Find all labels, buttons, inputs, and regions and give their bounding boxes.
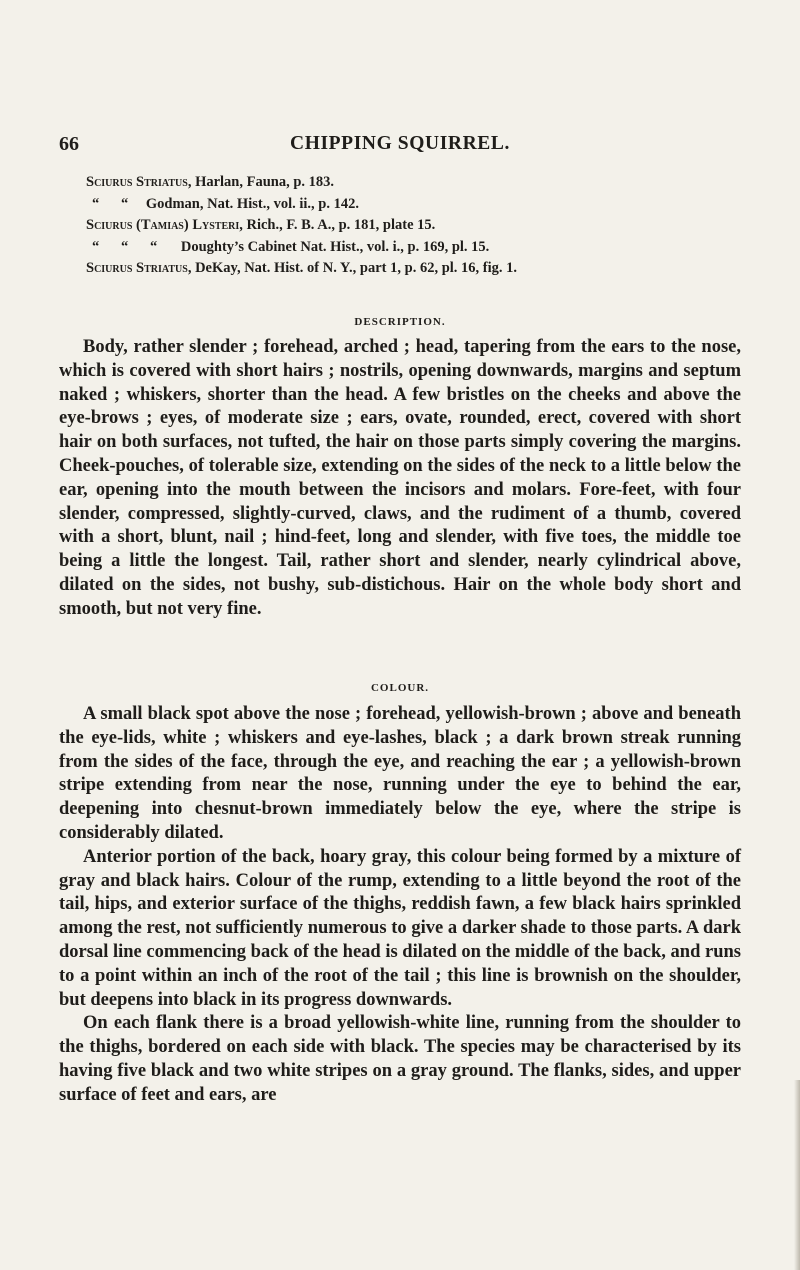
description-heading: DESCRIPTION. (354, 316, 446, 328)
citation: , Rich., F. B. A., p. 181, plate 15. (239, 217, 436, 233)
synonymy-entry (86, 215, 746, 237)
colour-paragraph: A small black spot above the nose ; forehead, yellowish-brown ; above and beneath the eye-lids, white ; whiskers and eye-lashes, black ; a dark brown streak running from the sides of the face, through the eye, and reaching the ear ; a yellowish-brown stripe extending from near the nose, running under the eye to behind the ear, deepening into chesnut-brown immediately below the eye, where the stripe is considerably dilated. (59, 704, 741, 843)
citation: , DeKay, Nat. Hist. of N. Y., part 1, p. 62, pl. 16, fig. 1. (187, 260, 518, 276)
synonymy-entry (86, 194, 746, 216)
genus: Sciurus (86, 260, 133, 276)
species: Striatus (136, 174, 188, 190)
colour-paragraph: Anterior portion of the back, hoary gray, this colour being formed by a mixture of gray and black hairs. Colour of the rump, extending to a little beyond the root of the tail, hips, and exterior surface of the thighs, reddish fawn, a few black hairs sprinkled among the rest, not sufficiently numerous to give a darker shade to those parts. A dark dorsal line commencing back of the head is dilated on the middle of the back, and runs to a point within an inch of the root of the tail ; this line is brownish on the shoulder, but deepens into black in its progress downwards. (59, 846, 741, 1010)
citation: Doughty’s Cabinet Nat. Hist., vol. i., p. 169, pl. 15. (180, 238, 490, 255)
running-head (59, 133, 741, 159)
genus: Sciurus (86, 174, 133, 190)
species: (Tamias) Lysteri (136, 217, 240, 233)
description-text (59, 336, 741, 622)
synonymy-entry (86, 237, 746, 259)
synonymy-list (86, 172, 746, 280)
synonymy-entry (86, 172, 746, 194)
running-title: CHIPPING SQUIRREL. (290, 133, 510, 154)
species: Striatus (136, 260, 188, 276)
page-edge-shadow (794, 1080, 800, 1270)
ditto-marks: “ “ (92, 195, 129, 212)
colour-paragraph: On each flank there is a broad yellowish-white line, running from the shoulder to the thighs, bordered on each side with black. The species may be characterised by its having five black and two white stripes on a gray ground. The flanks, sides, and upper surface of feet and ears, are (59, 1013, 741, 1105)
citation: Godman, Nat. Hist., vol. ii., p. 142. (145, 195, 359, 212)
genus: Sciurus (86, 217, 133, 233)
colour-heading: COLOUR. (370, 682, 430, 694)
page-number: 66 (59, 133, 79, 155)
colour-text (59, 703, 741, 1108)
ditto-marks: “ “ “ (92, 238, 158, 255)
citation: , Harlan, Fauna, p. 183. (187, 174, 335, 190)
description-paragraph: Body, rather slender ; forehead, arched ; head, tapering from the ears to the nose, which is covered with short hairs ; nostrils, opening downwards, margins and septum naked ; whiskers, shorter than the head. A few bristles on the cheeks and above the eye-brows ; eyes, of moderate size ; ears, ovate, rounded, erect, covered with short hair on both surfaces, not tufted, the hair on those parts simply covering the margins. Cheek-pouches, of tolerable size, extending on the sides of the neck to a little below the ear, opening into the mouth between the incisors and molars. Fore-feet, with four slender, compressed, slightly-curved, claws, and the rudiment of a thumb, covered with a short, blunt, nail ; hind-feet, long and slender, with five toes, the middle toe being a little the longest. Tail, rather short and slender, nearly cylindrical above, dilated on the sides, not bushy, sub-distichous. Hair on the whole body short and smooth, but not very fine. (59, 337, 741, 619)
synonymy-entry (86, 258, 746, 280)
